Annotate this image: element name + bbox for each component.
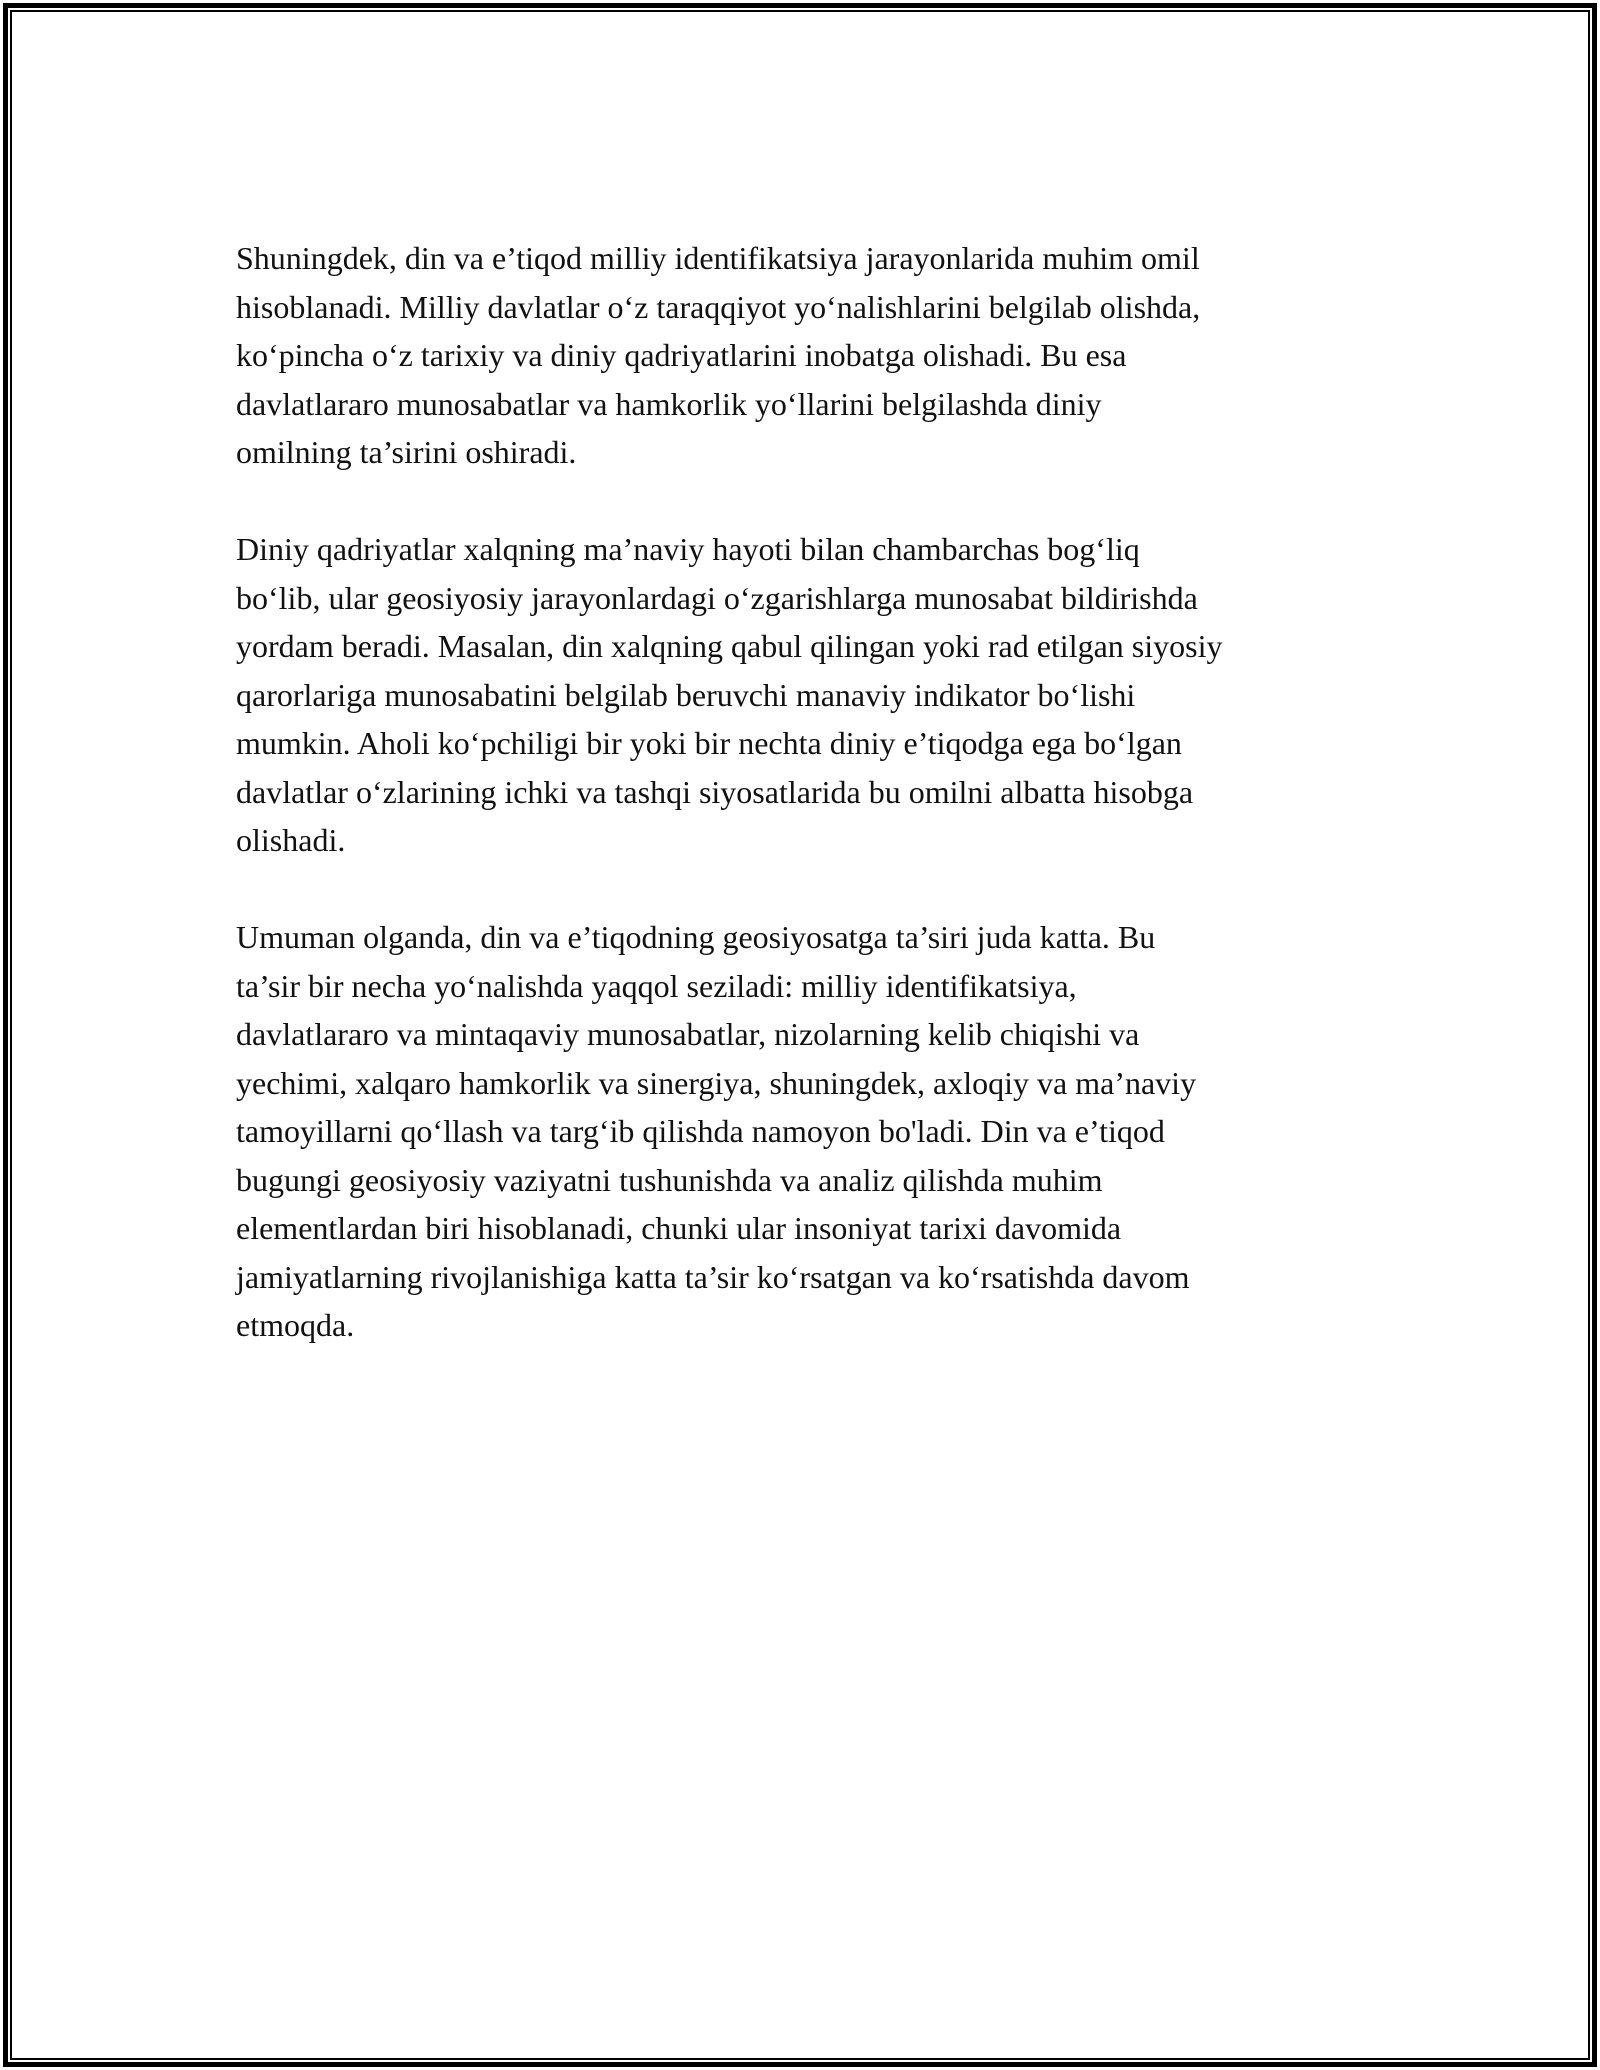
paragraph-line: hisoblanadi. Milliy davlatlar o‘z taraqqiyot yo‘nalishlarini belgilab olishda,	[236, 288, 1201, 325]
paragraph-line: Umuman olganda, din va e’tiqodning geosiyosatga ta’siri juda katta. Bu	[236, 919, 1156, 955]
paragraph-line: bugungi geosiyosiy vaziyatni tushunishda va analiz qilishda muhim	[236, 1161, 1103, 1198]
document-body	[236, 234, 1376, 1398]
paragraph-line: yordam beradi. Masalan, din xalqning qabul qilingan yoki rad etilgan siyosiy	[236, 628, 1223, 664]
paragraph-line: jamiyatlarning rivojlanishiga katta ta’sir ko‘rsatgan va ko‘rsatishda davom	[236, 1258, 1190, 1295]
paragraph-line: yechimi, xalqaro hamkorlik va sinergiya, shuningdek, axloqiy va ma’naviy	[236, 1064, 1197, 1101]
paragraph-line: Shuningdek, din va e’tiqod milliy identifikatsiya jarayonlarida muhim omil	[236, 240, 1200, 276]
paragraph-line: mumkin. Aholi ko‘pchiligi bir yoki bir nechta diniy e’tiqodga ega bo‘lgan	[236, 725, 1182, 761]
paragraph-line: olishadi.	[236, 822, 346, 858]
paragraph-line: qarorlariga munosabatini belgilab beruvchi manaviy indikator bo‘lishi	[236, 676, 1136, 713]
paragraph-line: davlatlararo va mintaqaviy munosabatlar, nizolarning kelib chiqishi va	[236, 1016, 1140, 1052]
paragraph-line: davlatlararo munosabatlar va hamkorlik yo‘llarini belgilashda diniy	[236, 385, 1102, 422]
paragraph-line: elementlardan biri hisoblanadi, chunki ular insoniyat tarixi davomida	[236, 1210, 1122, 1246]
paragraph-2	[236, 525, 1376, 865]
paragraph-line: Diniy qadriyatlar xalqning ma’naviy hayoti bilan chambarchas bog‘liq	[236, 531, 1140, 567]
paragraph-line: etmoqda.	[236, 1307, 355, 1343]
paragraph-line: omilning ta’sirini oshiradi.	[236, 434, 577, 470]
paragraph-line: tamoyillarni qo‘llash va targ‘ib qilishda namoyon bo'ladi. Din va e’tiqod	[236, 1113, 1165, 1149]
paragraph-1	[236, 234, 1376, 477]
paragraph-line: bo‘lib, ular geosiyosiy jarayonlardagi o‘zgarishlarga munosabat bildirishda	[236, 579, 1198, 616]
paragraph-3	[236, 913, 1376, 1350]
paragraph-line: ta’sir bir necha yo‘nalishda yaqqol seziladi: milliy identifikatsiya,	[236, 967, 1077, 1004]
paragraph-line: davlatlar o‘zlarining ichki va tashqi siyosatlarida bu omilni albatta hisobga	[236, 773, 1194, 810]
paragraph-line: ko‘pincha o‘z tarixiy va diniy qadriyatlarini inobatga olishadi. Bu esa	[236, 337, 1127, 373]
